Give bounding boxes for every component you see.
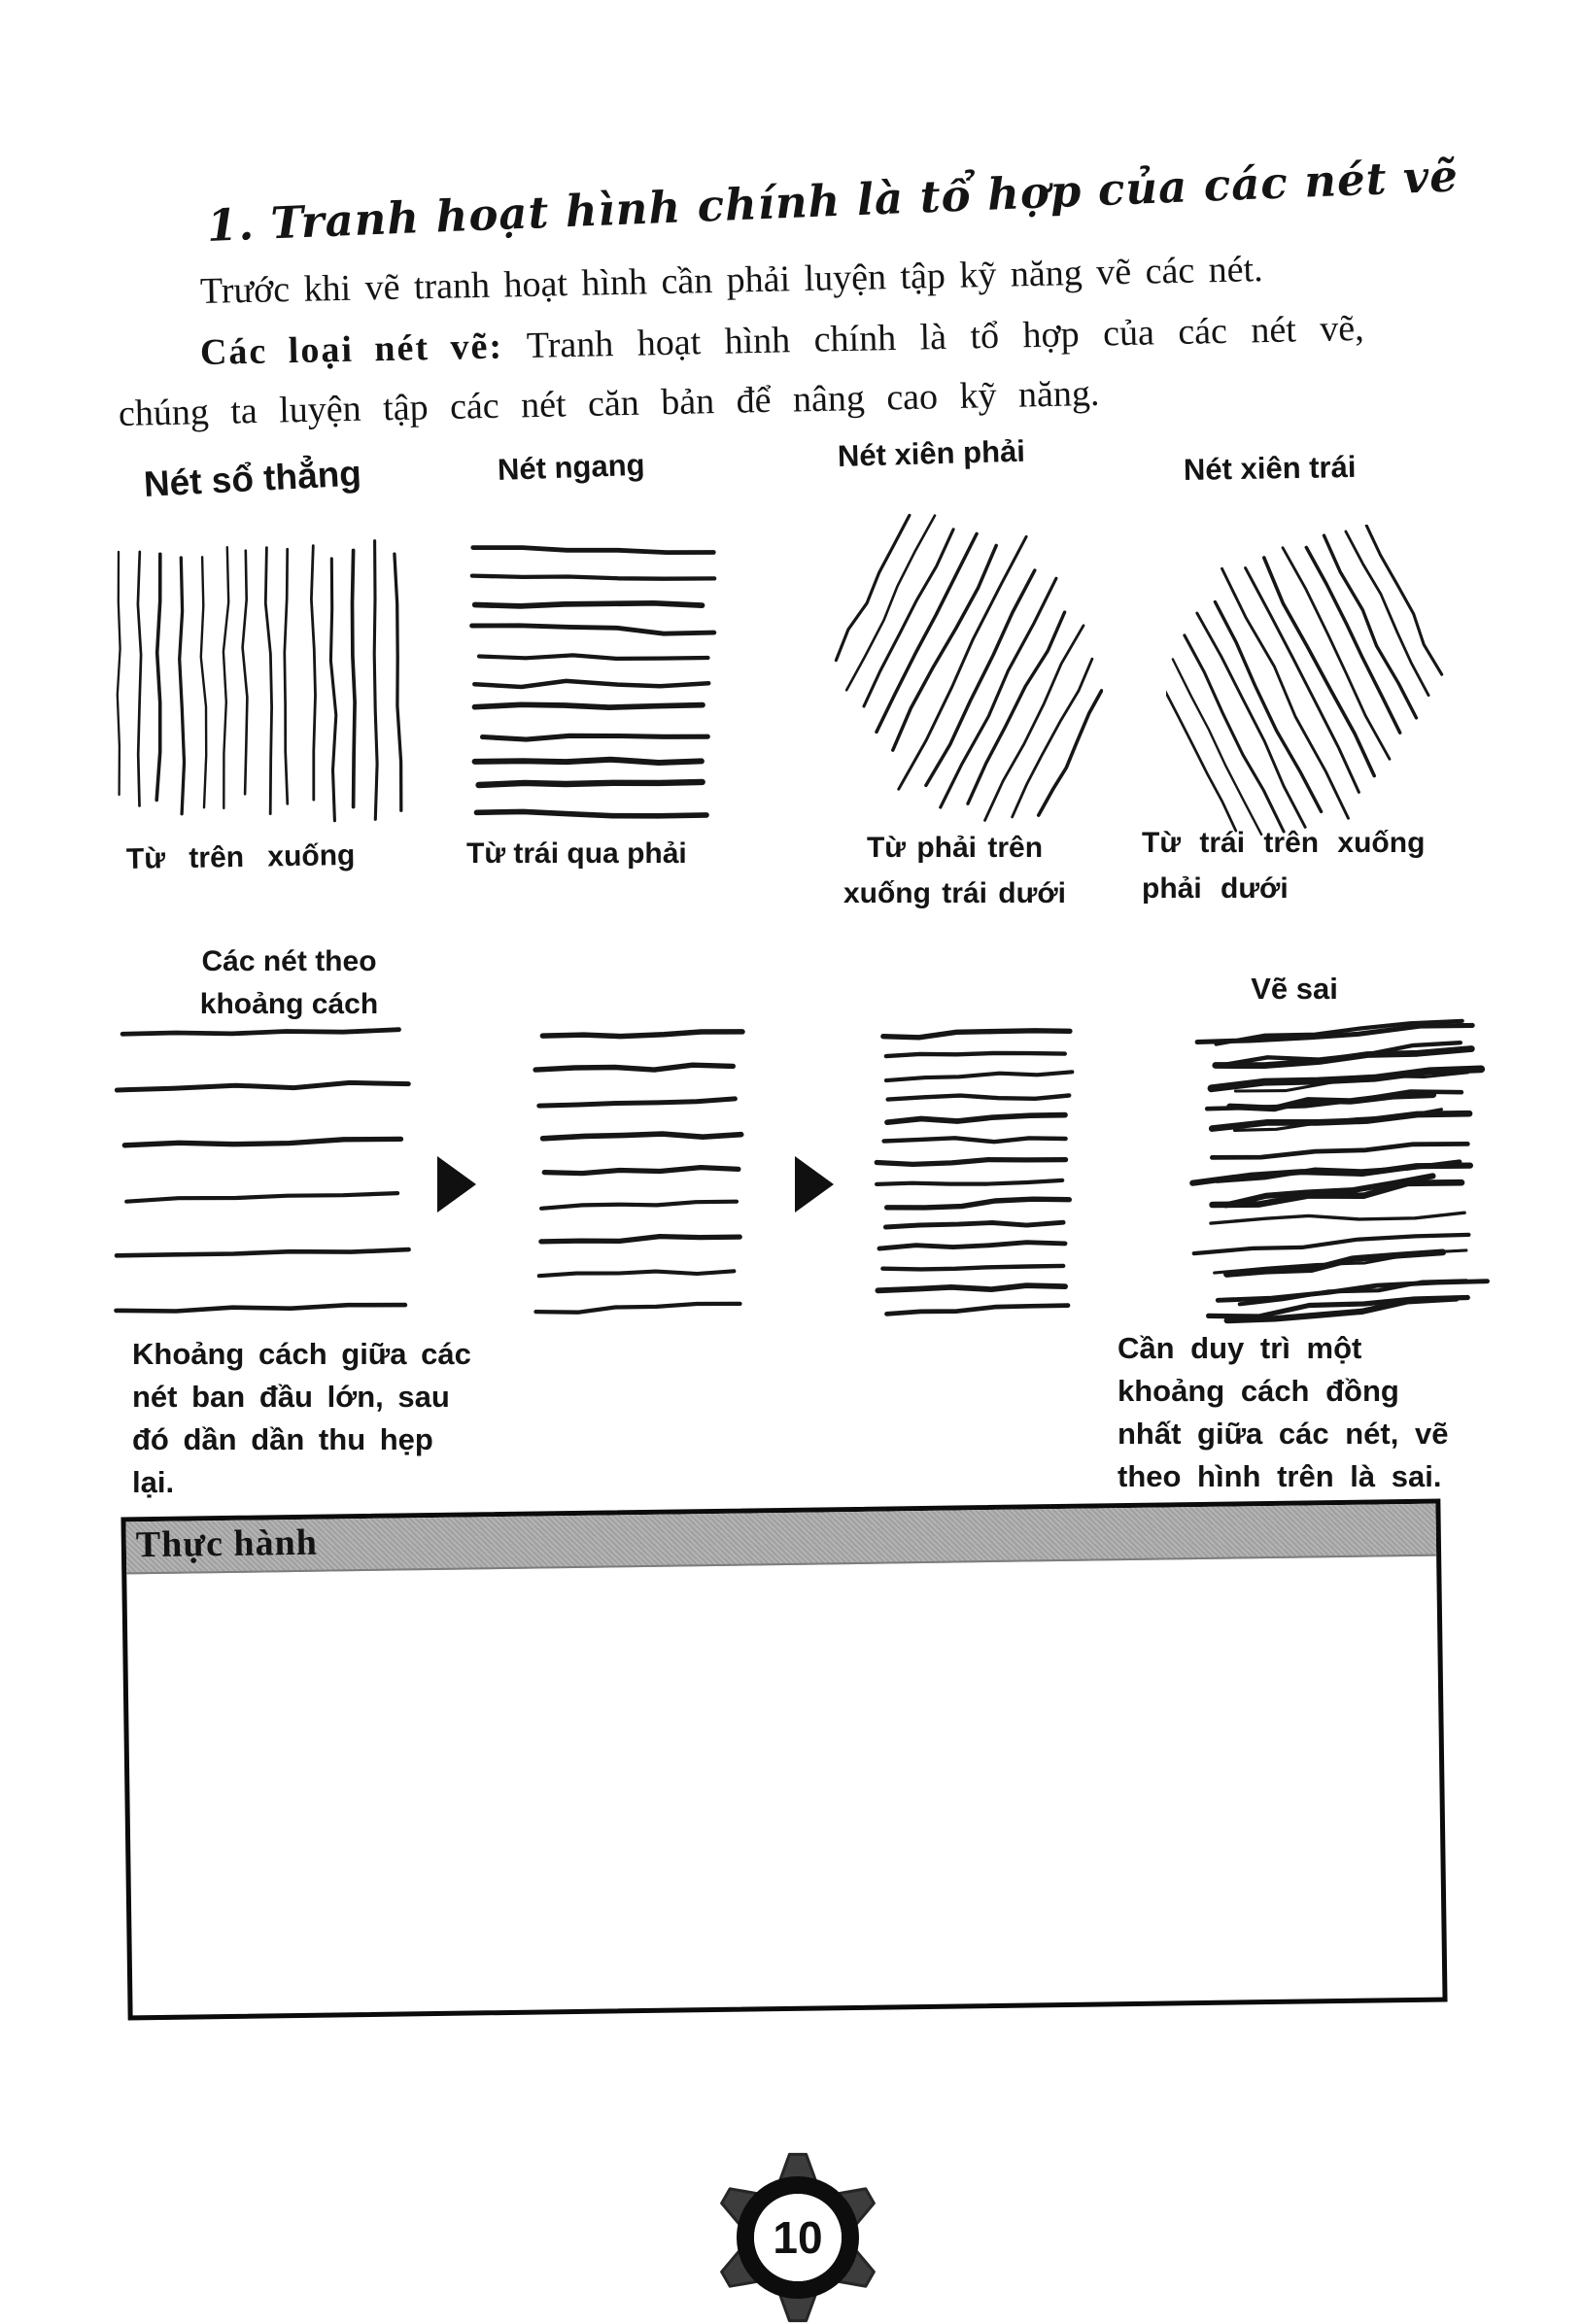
practice-label: Thực hành [135, 1521, 319, 1566]
intro-line-1: Trước khi vẽ tranh hoạt hình cần phải luyện tập kỹ năng vẽ các nét. [199, 249, 1264, 312]
stroke-type-label-diagonal-left: Nét xiên trái [1183, 449, 1357, 487]
intro-line-3: chúng ta luyện tập các nét căn bản để nâng cao kỹ năng. [118, 372, 1100, 434]
wrong-example-caption: Cần duy trì một khoảng cách đồng nhất giữa các nét, vẽ theo hình trên là sai. [1118, 1331, 1449, 1494]
spacing-exercise-label: Các nét theo khoảng cách [199, 945, 379, 1020]
stroke-caption-diagonal-right: Từ phải trên xuống trái dưới [843, 832, 1067, 909]
stroke-caption-horizontal: Từ trái qua phải [466, 837, 687, 870]
narrow-spacing-figure [873, 1022, 1077, 1325]
practice-header-bar [126, 1504, 1437, 1575]
stroke-caption-diagonal-left: Từ trái trên xuống phải dưới [1142, 827, 1426, 905]
page-number-gear-icon [710, 2150, 885, 2324]
intro-lead-rest: Tranh hoạt hình chính là tổ hợp của các nét vẽ, [502, 307, 1365, 367]
wrong-spacing-figure [1187, 1016, 1494, 1327]
medium-spacing-figure [530, 1022, 748, 1323]
section-title: 1. Tranh hoạt hình chính là tổ hợp của các nét vẽ [205, 150, 1460, 252]
spacing-steps-caption: Khoảng cách giữa các nét ban đầu lớn, sau đó dần dần thu hẹp lại. [132, 1337, 471, 1500]
page-number: 10 [773, 2212, 823, 2263]
horizontal-strokes-figure [464, 536, 724, 828]
vertical-strokes-figure [107, 532, 408, 829]
arrow-right-icon [795, 1156, 834, 1213]
arrow-right-icon [437, 1156, 476, 1213]
intro-lead-bold: Các loại nét vẽ: [199, 325, 504, 373]
stroke-type-label-horizontal: Nét ngang [497, 447, 646, 487]
wide-spacing-figure [112, 1020, 413, 1323]
stroke-type-label-diagonal-right: Nét xiên phải [837, 433, 1026, 473]
stroke-type-label-vertical: Nét sổ thẳng [142, 453, 362, 504]
diagonal-right-strokes-figure [821, 510, 1103, 831]
wrong-example-label: Vẽ sai [1251, 972, 1338, 1006]
practice-box [120, 1499, 1447, 2021]
stroke-caption-vertical: Từ trên xuống [125, 838, 356, 875]
diagonal-left-strokes-figure [1166, 525, 1458, 836]
intro-line-2 [200, 307, 1365, 374]
